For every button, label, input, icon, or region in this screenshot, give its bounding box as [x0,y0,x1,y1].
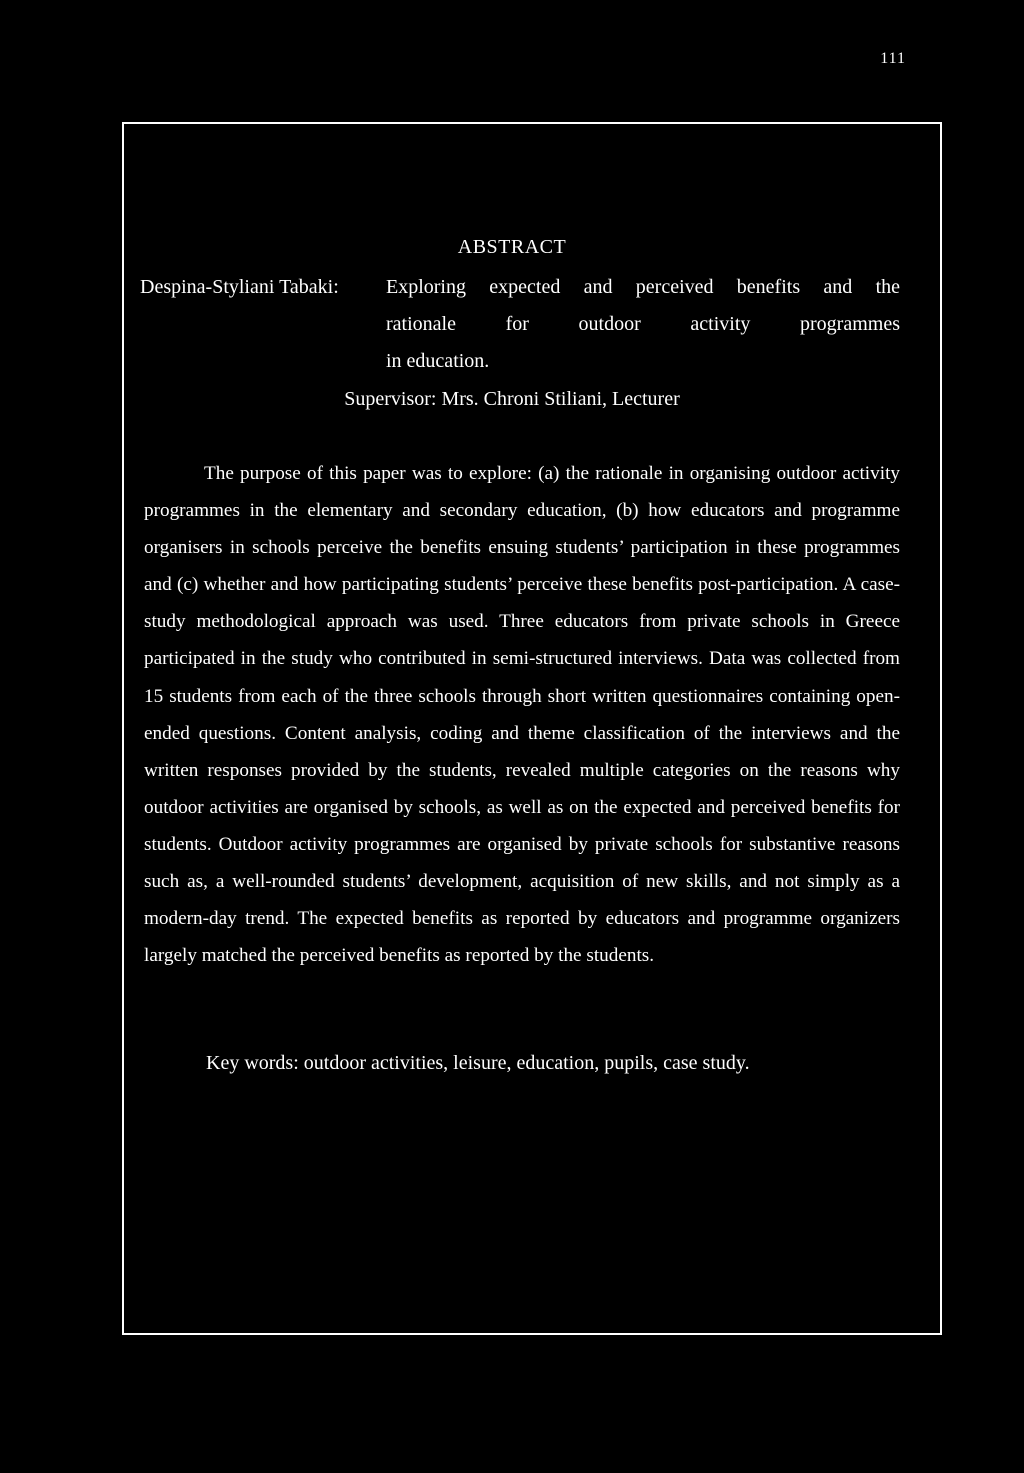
abstract-heading: ABSTRACT [457,236,567,258]
thesis-title-line-2: rationale for outdoor activity programmes [386,313,900,335]
page-number: 111 [880,50,906,67]
thesis-title-line-1: Exploring expected and perceived benefits and the [386,276,900,298]
thesis-title-line-3: in education. [386,350,490,372]
author-name: Despina-Styliani Tabaki: [140,276,339,298]
abstract-body: The purpose of this paper was to explore: (a) the rationale in organising outdoor activity programmes in the elementary and secondary education, (b) how educators and programme organisers in schools perceive the benefits ensuing students’ participation in these programmes and (c) whether and how participating students’ perceive these benefits post-participation. A case-study methodological approach was used. Three educators from private schools in Greece participated in the study who contributed in semi-structured interviews. Data was collected from 15 students from each of the three schools through short written questionnaires containing open-ended questions. Content analysis, coding and theme classification of the interviews and the written responses provided by the students, revealed multiple categories on the reasons why outdoor activities are organised by schools, as well as on the expected and perceived benefits for students. Outdoor activity programmes are organised by private schools for substantive reasons such as, a well-rounded students’ development, acquisition of new skills, and not simply as a modern-day trend. The expected benefits as reported by educators and programme organizers largely matched the perceived benefits as reported by the students. [144,463,900,967]
keywords-line: Key words: outdoor activities, leisure, education, pupils, case study. [206,1052,750,1074]
supervisor-line: Supervisor: Mrs. Chroni Stiliani, Lecturer [344,388,680,410]
